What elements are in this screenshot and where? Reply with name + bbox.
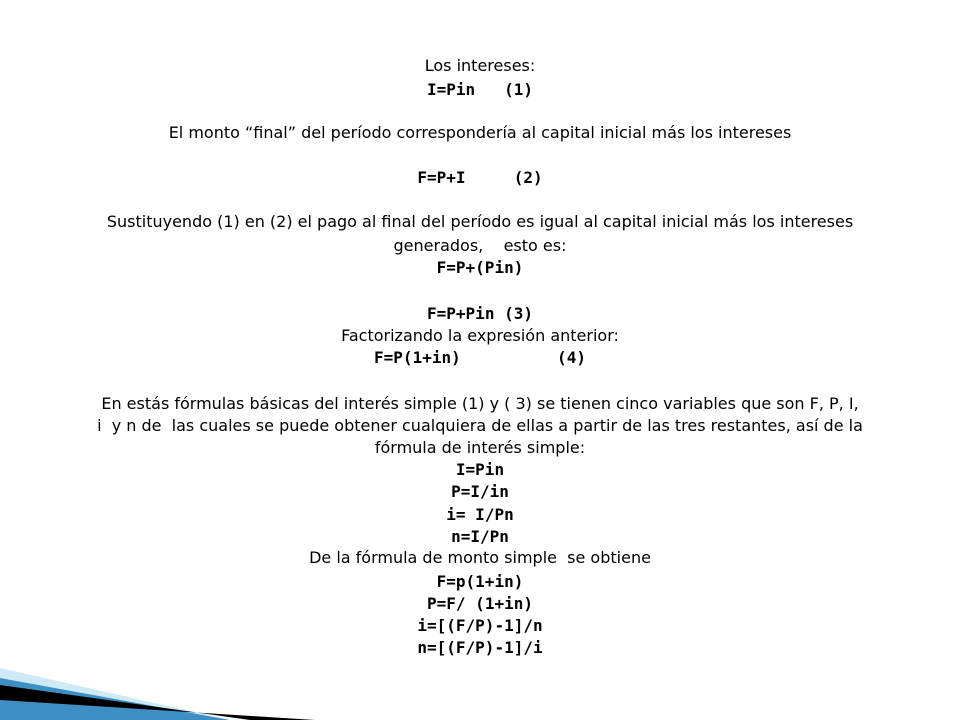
formula-1: I=Pin (1) — [427, 80, 533, 99]
formula-substitution: F=P+(Pin) — [436, 258, 524, 277]
formula-periods-from-monto: n=[(F/P)-1]/i — [417, 638, 543, 657]
paragraph-formulas-line1: En estás fórmulas básicas del interés simple (1) y ( 3) se tienen cinco variables que son F, P, I, — [101, 394, 859, 413]
formula-present-value: P=F/ (1+in) — [427, 594, 533, 613]
heading-intereses: Los intereses: — [424, 56, 536, 75]
paragraph-formulas-line2: i y n de las cuales se puede obtener cualquiera de ellas a partir de las tres restantes, así de la — [97, 416, 863, 435]
paragraph-sustituyendo-line1: Sustituyendo (1) en (2) el pago al final del período es igual al capital inicial más los intereses — [106, 212, 854, 231]
formula-rate-from-monto: i=[(F/P)-1]/n — [417, 616, 543, 635]
formula-periods: n=I/Pn — [451, 527, 509, 546]
formula-2: F=P+I (2) — [417, 168, 543, 187]
paragraph-monto-final: El monto “final” del período correspondería al capital inicial más los intereses — [168, 123, 792, 142]
formula-future-value: F=p(1+in) — [436, 572, 524, 591]
paragraph-sustituyendo-line2: generados, esto es: — [393, 236, 567, 255]
formula-principal: P=I/in — [451, 482, 509, 501]
paragraph-formulas-line3: fórmula de interés simple: — [374, 438, 586, 457]
formula-rate: i= I/Pn — [446, 505, 514, 524]
paragraph-monto-simple: De la fórmula de monto simple se obtiene — [309, 548, 651, 567]
formula-4: F=P(1+in) (4) — [374, 348, 586, 367]
paragraph-factorizando: Factorizando la expresión anterior: — [341, 326, 619, 345]
formula-interest: I=Pin — [455, 460, 505, 479]
formula-3: F=P+Pin (3) — [427, 304, 533, 323]
